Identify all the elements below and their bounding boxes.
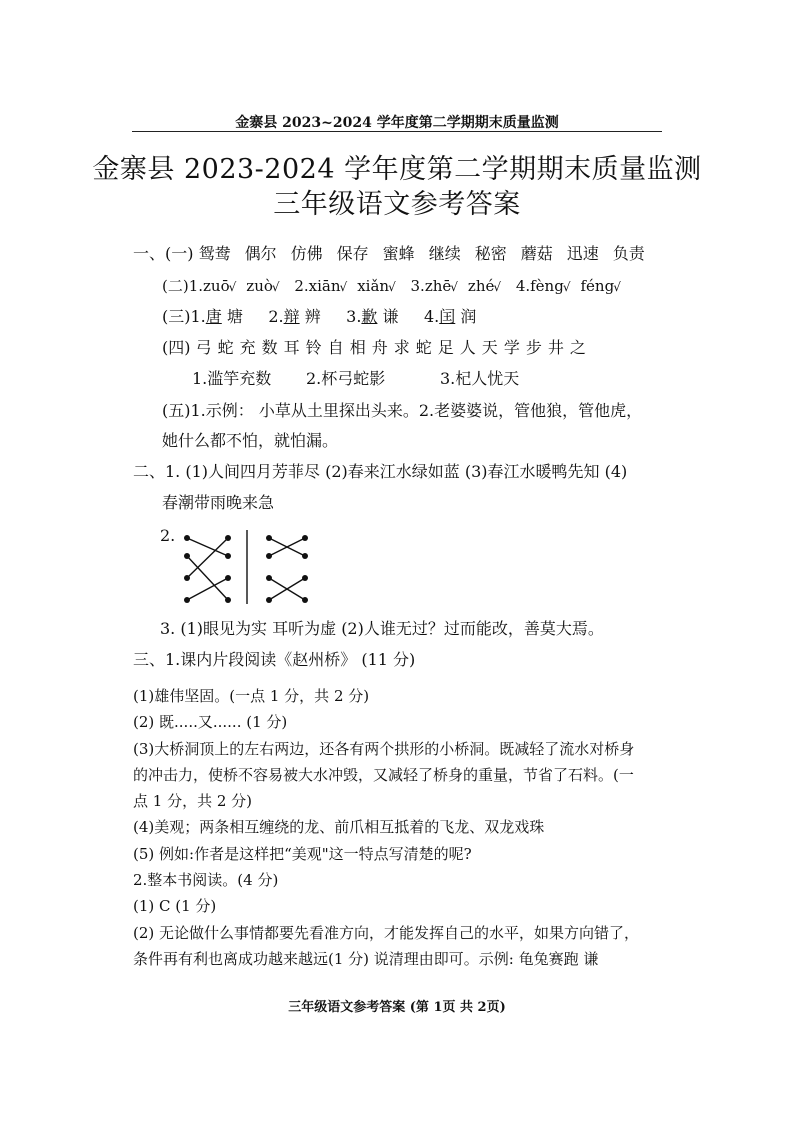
part4-label: (四) [162,338,191,357]
answer-line: 的冲击力，使桥不容易被大水冲毁，又减轻了桥身的重量，节省了石料。(一 [133,766,634,784]
pinyin: féng [580,277,615,295]
part3-label: (三) [162,307,191,326]
char-list [191,338,592,357]
char: 铃 [305,338,322,357]
chosen-char: 闰 [439,307,456,326]
check-mark: √ [339,280,348,294]
char: 润 [460,307,477,326]
check-mark: √ [228,280,237,294]
char: 塘 [226,307,243,326]
section1-part5-line2: 她什么都不怕，就怕漏。 [162,431,339,450]
answer-line: 2.整本书阅读。(4 分) [133,871,279,889]
header-rule [132,131,662,132]
section1-label: 一、 [133,244,166,263]
section1-part2 [162,276,631,297]
answer-line: (5) 例如:作者是这样把“美观"这一特点写清楚的呢? [133,845,472,863]
char: 井 [547,338,564,357]
section2-q3: 3. (1)眼见为实 耳听为虚 (2)人谁无过？过而能改，善莫大焉。 [160,619,604,638]
item-num: 1. [188,277,204,295]
char: 学 [503,338,520,357]
match-line [187,556,228,600]
match-dot [184,575,190,581]
char: 舟 [371,338,388,357]
pinyin: zuō [203,277,230,295]
matching-diagram [180,526,310,606]
char: 求 [393,338,410,357]
check-mark: √ [450,280,458,294]
match-dot [225,535,231,541]
char: 蛇 [217,338,234,357]
word: 蘑菇 [520,244,553,263]
match-dot [225,597,231,603]
pinyin: zhé [467,277,495,295]
answer-line: (4)美观；两条相互缠绕的龙、前爪相互抵着的飞龙、双龙戏珠 [133,818,545,836]
answer-line: 条件再有利也离成功越来越远(1 分) 说清理由即可。示例: 龟兔赛跑 谦 [133,950,599,968]
section2-line1: 二、1. (1)人间四月芳菲尽 (2)春来江水绿如蓝 (3)春江水暖鸭先知 (4) [133,462,628,481]
word: 仿佛 [290,244,323,263]
match-dot [266,575,272,581]
answer-line: (1) C (1 分) [133,897,217,915]
item-num: 4. [423,307,440,326]
pinyin: zhē [424,277,452,295]
item-num: 1. [190,307,206,326]
word: 蜜蜂 [382,244,415,263]
check-mark: √ [271,280,280,294]
item-num: 4. [515,277,531,295]
section1-part3 [162,307,476,327]
section1-part5-line1: (五)1.示例： 小草从土里探出头来。2.老婆婆说，管他狼，管他虎， [162,401,643,420]
section1-part4 [162,338,592,358]
char: 天 [481,338,498,357]
section2-line2: 春潮带雨晚来急 [162,493,275,512]
idiom-answer: 3.杞人忧天 [440,369,520,388]
word: 秘密 [474,244,507,263]
answer-line: (2) 无论做什么事情都要先看准方向，才能发挥自己的水平，如果方向错了， [133,924,640,942]
char: 步 [525,338,542,357]
answer-line: 点 1 分，共 2 分) [133,792,253,810]
answer-line: (3)大桥洞顶上的左右两边，还各有两个拱形的小桥洞。既减轻了流水对桥身 [133,740,635,758]
idiom-answer: 1.滥竽充数 [192,369,272,388]
word: 鸳鸯 [198,244,231,263]
char: 相 [349,338,366,357]
match-dot [184,535,190,541]
check-mark: √ [388,280,396,294]
section1-part1 [133,244,645,264]
q2-label: 2. [160,526,176,545]
word: 偶尔 [244,244,277,263]
char: 之 [569,338,586,357]
page-title: 金寨县 2023-2024 学年度第二学期期末质量监测 [92,154,702,185]
match-dot [302,535,308,541]
word: 负责 [612,244,645,263]
match-line [187,538,228,578]
word-list [199,244,645,263]
page-footer: 三年级语文参考答案 (第 1页 共 2页) [288,1000,506,1015]
match-dot [225,575,231,581]
word: 保存 [336,244,369,263]
char: 耳 [283,338,300,357]
match-dot [302,575,308,581]
running-header: 金寨县 2023~2024 学年度第二学期期末质量监测 [235,115,559,131]
item-num: 2. [268,307,284,326]
check-mark: √ [562,280,571,294]
item-num: 3. [346,307,362,326]
char: 自 [327,338,344,357]
char: 蛇 [415,338,432,357]
section3-heading: 三、1.课内片段阅读《赵州桥》 (11 分) [133,650,416,669]
match-dot [266,553,272,559]
match-line [187,538,228,556]
item-num: 3. [410,277,425,295]
word: 继续 [428,244,461,263]
item-num: 2. [294,277,309,295]
match-dot [302,553,308,559]
idiom-answer: 2.杯弓蛇影 [306,369,386,388]
pinyin: fèng [530,277,564,295]
pinyin: xiān [308,277,341,295]
char: 人 [459,338,476,357]
char: 谦 [382,307,399,326]
match-dot [302,597,308,603]
word: 迅速 [566,244,599,263]
check-mark: √ [613,280,621,294]
check-mark: √ [493,280,502,294]
char: 足 [437,338,454,357]
match-line [187,578,228,600]
match-dot [184,553,190,559]
match-dot [266,535,272,541]
answer-line: (1)雄伟坚固。(一点 1 分，共 2 分) [133,687,370,705]
chosen-char: 歉 [361,307,378,326]
char: 充 [239,338,256,357]
char: 辨 [304,307,321,326]
pinyin: xiǎn [357,277,390,295]
pinyin: zuò [246,277,273,295]
part1-label: (一) [165,244,194,263]
match-dot [225,553,231,559]
part2-label: (二) [162,277,189,295]
match-dot [184,597,190,603]
page-subtitle: 三年级语文参考答案 [273,189,521,220]
answer-line: (2) 既.....又...... (1 分) [133,713,288,731]
char: 数 [261,338,278,357]
chosen-char: 辩 [283,307,300,326]
chosen-char: 唐 [205,307,222,326]
char: 弓 [195,338,212,357]
match-dot [266,597,272,603]
